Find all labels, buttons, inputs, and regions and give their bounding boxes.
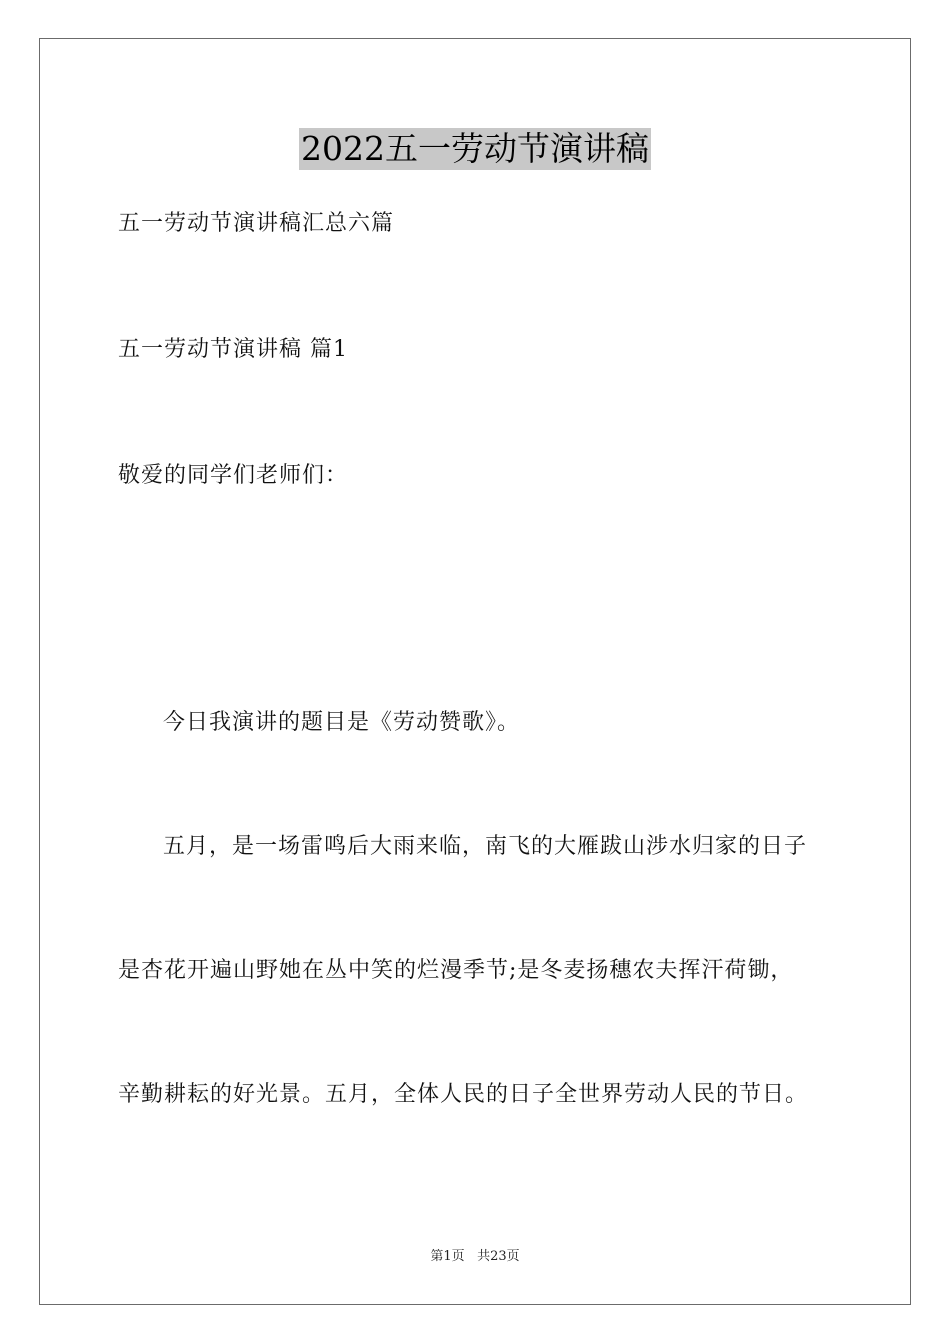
- paragraph-line-4: 辛勤耕耘的好光景。五月，全体人民的日子全世界劳动人民的节日。: [118, 1082, 809, 1107]
- page-total: 共23页: [477, 1249, 520, 1264]
- paragraph-line-1: 今日我演讲的题目是《劳动赞歌》。: [163, 710, 521, 735]
- document-subtitle: 五一劳动节演讲稿汇总六篇: [118, 211, 395, 236]
- title-container: [0, 128, 950, 170]
- paragraph-line-3: 是杏花开遍山野她在丛中笑的烂漫季节;是冬麦扬穗农夫挥汗荷锄，: [118, 958, 794, 983]
- paragraph-line-2: 五月，是一场雷鸣后大雨来临，南飞的大雁跋山涉水归家的日子: [163, 834, 808, 859]
- page-footer: [0, 1248, 950, 1266]
- document-title: 2022五一劳动节演讲稿: [301, 129, 649, 168]
- section-heading: 五一劳动节演讲稿 篇1: [118, 337, 348, 362]
- page-number: 第1页: [430, 1249, 465, 1264]
- salutation: 敬爱的同学们老师们：: [118, 463, 349, 488]
